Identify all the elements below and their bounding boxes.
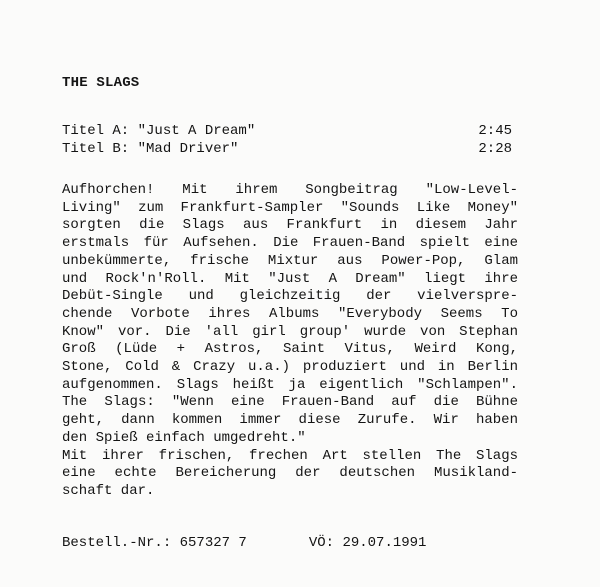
text-line: The Slags: "Wenn eine Frauen-Band auf die Bühne [62,394,518,411]
track-duration: 2:45 [478,123,512,139]
text-line: schaft dar. [62,482,155,499]
text-line: chende Vorbote ihres Albums "Everybody Seems To [62,305,518,322]
band-title: THE SLAGS [62,75,140,91]
text-line: Aufhorchen! Mit ihrem Songbeitrag "Low-Level- [62,182,518,198]
text-line: Stone, Cold & Crazy u.a.) produziert und in Berlin [62,359,518,376]
text-line: und Rock'n'Roll. Mit "Just A Dream" liegt ihre [62,270,518,287]
text-line: den Spieß einfach umgedreht." [62,429,306,446]
release-date: VÖ: 29.07.1991 [308,535,427,551]
track-title: Titel A: "Just A Dream" [62,123,256,139]
text-line: Living" zum Frankfurt-Sampler "Sounds Like Money" [62,199,518,216]
text-line: Groß (Lüde + Astros, Saint Vitus, Weird Kong, [62,341,518,358]
track-duration: 2:28 [478,141,512,157]
text-line: geht, dann kommen immer diese Zurufe. Wir haben [62,412,518,429]
press-text [62,182,518,501]
text-line: unbekümmerte, frische Mixtur aus Power-Pop, Glam [62,252,518,269]
footer [62,535,426,551]
track-list [62,122,512,158]
order-number: Bestell.-Nr.: 657327 7 [62,535,247,551]
track-title: Titel B: "Mad Driver" [62,141,239,157]
track-row [62,122,512,140]
text-line: erstmals für Aufsehen. Die Frauen-Band spielt eine [62,235,518,252]
text-line: sorgten die Slags aus Frankfurt in diesem Jahr [62,217,518,234]
text-line: Mit ihrer frischen, frechen Art stellen The Slags [62,447,518,464]
text-line: eine echte Bereicherung der deutschen Musikland- [62,465,518,482]
text-line: aufgenommen. Slags heißt ja eigentlich "Schlampen". [62,376,518,393]
text-line: Know" vor. Die 'all girl group' wurde von Stephan [62,323,518,340]
track-row [62,140,512,158]
text-line: Debüt-Single und gleichzeitig der vielverspre- [62,288,518,305]
